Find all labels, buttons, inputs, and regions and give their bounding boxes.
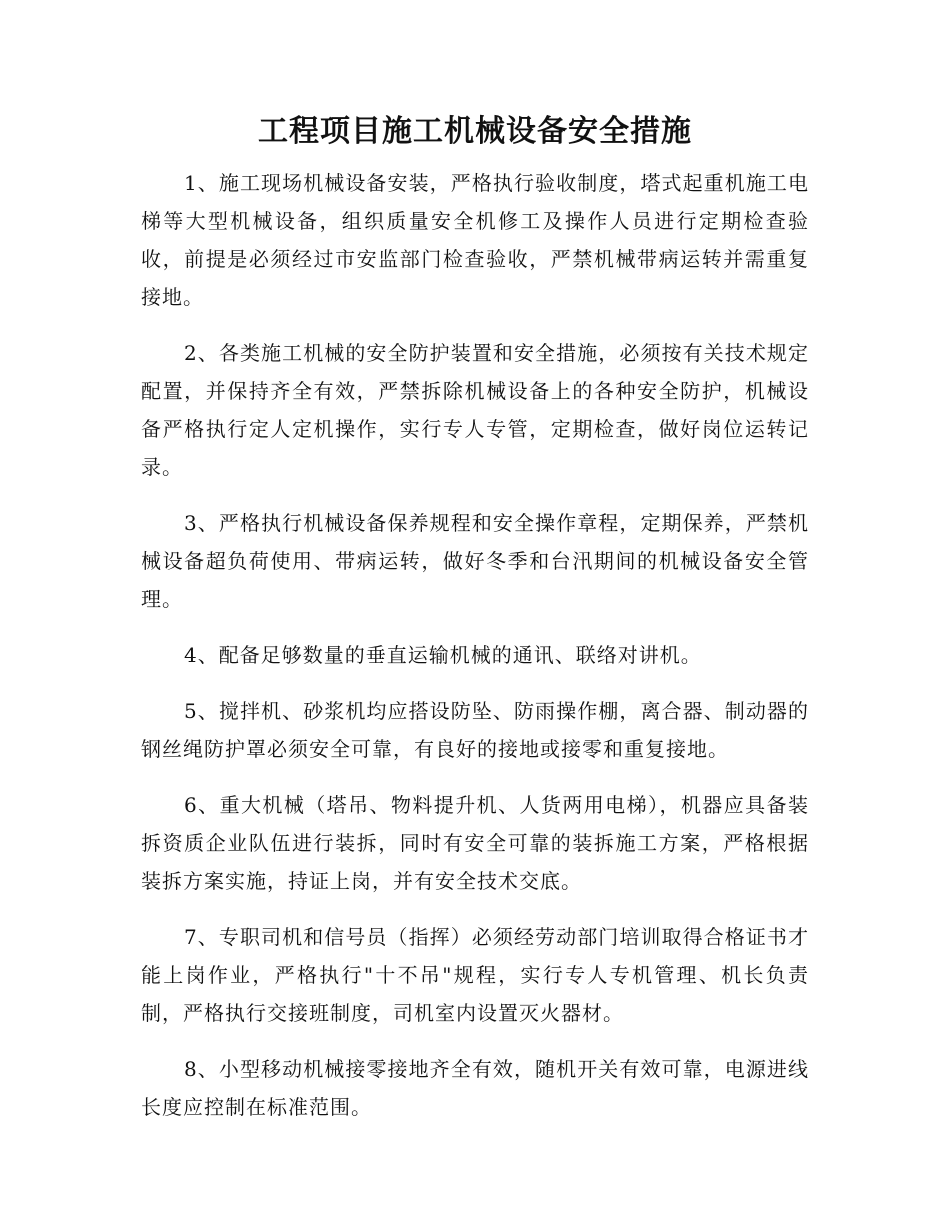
document-title: 工程项目施工机械设备安全措施 <box>258 114 692 149</box>
paragraph-3: 3、严格执行机械设备保养规程和安全操作章程，定期保养，严禁机械设备超负荷使用、带病运转，做好冬季和台汛期间的机械设备安全管理。 <box>141 511 809 611</box>
paragraph-8: 8、小型移动机械接零接地齐全有效，随机开关有效可靠，电源进线长度应控制在标准范围。 <box>141 1057 809 1119</box>
paragraph-7: 7、专职司机和信号员（指挥）必须经劳动部门培训取得合格证书才能上岗作业，严格执行"十不吊"规程，实行专人专机管理、机长负责制，严格执行交接班制度，司机室内设置灭火器材。 <box>141 925 809 1025</box>
paragraph-5: 5、搅拌机、砂浆机均应搭设防坠、防雨操作棚，离合器、制动器的钢丝绳防护罩必须安全可靠，有良好的接地或接零和重复接地。 <box>141 699 809 761</box>
paragraph-4: 4、配备足够数量的垂直运输机械的通讯、联络对讲机。 <box>184 643 702 667</box>
paragraph-6: 6、重大机械（塔吊、物料提升机、人货两用电梯），机器应具备装拆资质企业队伍进行装拆，同时有安全可靠的装拆施工方案，严格根据装拆方案实施，持证上岗，并有安全技术交底。 <box>141 793 809 893</box>
paragraph-1: 1、施工现场机械设备安装，严格执行验收制度，塔式起重机施工电梯等大型机械设备，组织质量安全机修工及操作人员进行定期检查验收，前提是必须经过市安监部门检查验收，严禁机械带病运转并需重复接地。 <box>141 171 809 309</box>
paragraph-2: 2、各类施工机械的安全防护装置和安全措施，必须按有关技术规定配置，并保持齐全有效，严禁拆除机械设备上的各种安全防护，机械设备严格执行定人定机操作，实行专人专管，定期检查，做好岗位运转记录。 <box>141 341 809 479</box>
document-body <box>141 164 809 1144</box>
